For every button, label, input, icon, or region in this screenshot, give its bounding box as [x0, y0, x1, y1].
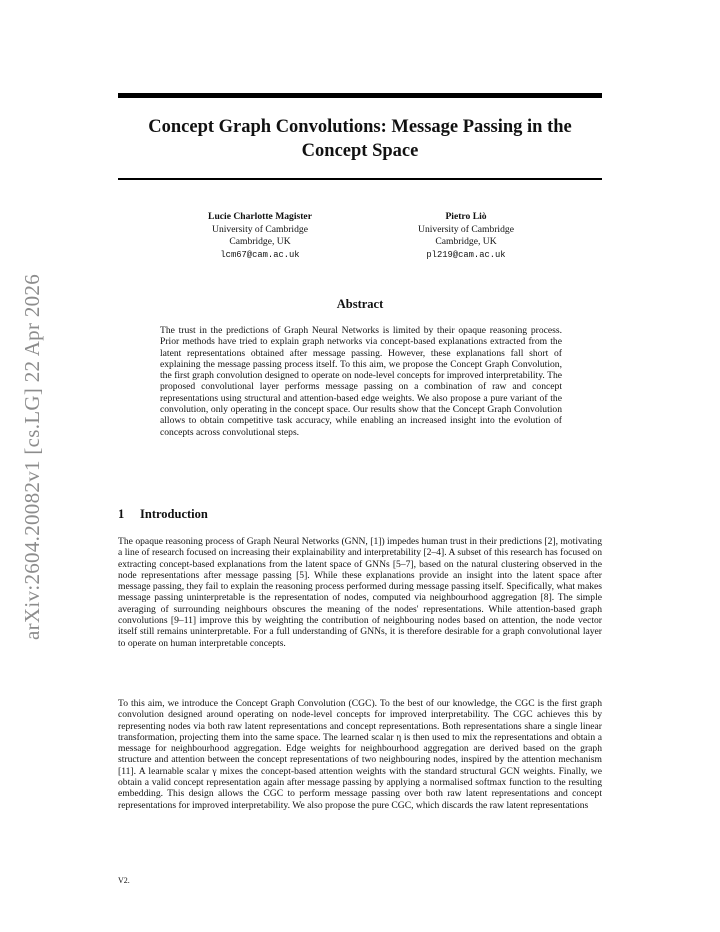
title-top-rule	[118, 93, 602, 98]
author-name: Lucie Charlotte Magister	[208, 211, 312, 222]
author-email: lcm67@cam.ac.uk	[220, 249, 300, 260]
section-title: Introduction	[140, 507, 208, 521]
abstract-text: The trust in the predictions of Graph Neural Networks is limited by their opaque reasoning process. Prior methods have tried to explain graph networks via concept-based explanations extracted from the latent representations obtained after message passing. However, these explanations fall short of explaining the message passing process itself. To this aim, we propose the Concept Graph Convolution, the first graph convolution designed to operate on node-level concepts for improved interpretability. The proposed convolutional layer performs message passing on a combination of raw and concept representations using structural and attention-based edge weights. We also propose a pure variant of the convolution, only operating in the concept space. Our results show that the Concept Graph Convolution allows to obtain competitive task accuracy, while enabling an increased insight into the evolution of concepts across convolutional steps.	[160, 325, 562, 438]
section-number: 1	[118, 507, 125, 521]
author-location: Cambridge, UK	[435, 236, 497, 248]
author-affiliation: University of Cambridge	[418, 223, 514, 235]
author-affiliation: University of Cambridge	[212, 223, 308, 235]
author-block-1	[160, 211, 360, 261]
author-email: pl219@cam.ac.uk	[426, 249, 506, 260]
author-location: Cambridge, UK	[229, 236, 291, 248]
author-block-2	[366, 211, 566, 261]
author-name: Pietro Liò	[445, 211, 487, 222]
body-paragraph: The opaque reasoning process of Graph Neural Networks (GNN, [1]) impedes human trust in their predictions [2], motivating a line of research focused on increasing their explainability and interpretability [2–4]. A subset of this research has focused on extracting concept-based explanations from the latent space of GNNs [5–7], based on the natural clustering observed in the node representations after message passing [5]. While these explanations provide an insight into the latent space after message passing, they fail to explain the reasoning process performed during message passing itself. Specifically, what makes message passing uninterpretable is the representation of nodes, computed via neighbourhood aggregation [8]. The simple averaging of surrounding neighbours obscures the meaning of the nodes' representations. While attention-based graph convolutions [9–11] improve this by weighting the contribution of neighbouring nodes based on attention, the node vector itself still remains uninterpretable. For a full understanding of GNNs, it is therefore desirable for a graph convolutional layer to operate on human interpretable concepts.	[118, 536, 602, 649]
paper-title: Concept Graph Convolutions: Message Passing in the Concept Space	[148, 117, 572, 161]
title-bottom-rule	[118, 178, 602, 180]
body-paragraph: To this aim, we introduce the Concept Graph Convolution (CGC). To the best of our knowledge, the CGC is the first graph convolution designed around operating on node-level concepts for improved interpretability. The CGC achieves this by representing nodes via both raw latent representations and concept representations. Both representations share a single linear transformation, projecting them into the same space. The learned scalar η is then used to mix the representations and obtain a message for neighbourhood aggregation. Edge weights for neighbourhood aggregation are derived based on the graph structure and attention between the concept representations of two neighbouring nodes, inspired by the attention mechanism [11]. A learnable scalar γ mixes the concept-based attention weights with the standard structural GCN weights. Finally, we obtain a valid concept representation again after message passing by applying a normalised softmax function to the resulting embedding. This design allows the CGC to perform message passing over both raw latent representations and concept representations for improved interpretability. We also propose the pure CGC, which discards the raw latent representations	[118, 698, 602, 811]
abstract-heading: Abstract	[336, 297, 384, 311]
section-heading	[118, 507, 208, 522]
arxiv-identifier: arXiv:2604.20082v1 [cs.LG] 22 Apr 2026	[20, 273, 44, 640]
page-footer: V2.	[118, 876, 130, 885]
